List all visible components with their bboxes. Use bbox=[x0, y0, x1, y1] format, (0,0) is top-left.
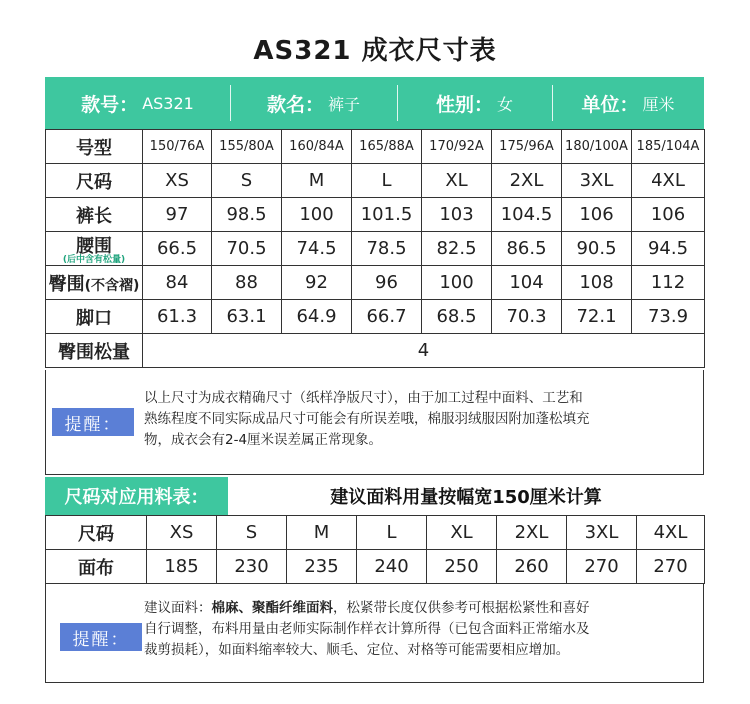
table-cell: 90.5 bbox=[562, 232, 632, 266]
table-cell: 108 bbox=[562, 266, 632, 300]
row-header: 号型 bbox=[46, 130, 143, 164]
table-cell: 96 bbox=[352, 266, 422, 300]
style-number-cell bbox=[45, 77, 230, 129]
style-name-value: 裤子 bbox=[328, 94, 361, 114]
row-header: 尺码 bbox=[46, 164, 143, 198]
model-cell: 155/80A bbox=[212, 130, 282, 164]
table-cell: 235 bbox=[287, 550, 357, 584]
table-cell: 104.5 bbox=[492, 198, 562, 232]
table-cell: 3XL bbox=[567, 516, 637, 550]
table-cell: 92 bbox=[282, 266, 352, 300]
table-cell: 106 bbox=[562, 198, 632, 232]
reminder-line: 物，成衣会有2-4厘米误差属正常现象。 bbox=[144, 432, 383, 448]
table-cell: XL bbox=[422, 164, 492, 198]
row-header: 尺码 bbox=[46, 516, 147, 550]
table-cell: 4XL bbox=[637, 516, 705, 550]
table-cell: S bbox=[212, 164, 282, 198]
model-cell: 185/104A bbox=[632, 130, 705, 164]
row-header bbox=[46, 266, 143, 300]
fabric-reminder-line: 自行调整，布料用量由老师实际制作样衣计算所得（已包含面料正常缩水及 bbox=[144, 621, 590, 637]
fabric-reminder-badge: 提醒： bbox=[60, 623, 142, 651]
fabric-usage-label: 尺码对应用料表： bbox=[45, 477, 228, 515]
table-cell: 250 bbox=[427, 550, 497, 584]
model-cell: 180/100A bbox=[562, 130, 632, 164]
fabric-suggest-suffix: ，松紧带长度仅供参考可根据松紧性和喜好 bbox=[333, 600, 590, 616]
table-cell: 101.5 bbox=[352, 198, 422, 232]
table-cell: 74.5 bbox=[282, 232, 352, 266]
table-cell: 103 bbox=[422, 198, 492, 232]
table-cell: 61.3 bbox=[143, 300, 212, 334]
gender-value: 女 bbox=[497, 94, 514, 114]
table-cell: 106 bbox=[632, 198, 705, 232]
info-header bbox=[45, 77, 704, 129]
table-row bbox=[46, 198, 705, 232]
table-cell: 72.1 bbox=[562, 300, 632, 334]
table-cell: 70.3 bbox=[492, 300, 562, 334]
fabric-suggest-prefix: 建议面料： bbox=[144, 600, 212, 616]
table-cell: 64.9 bbox=[282, 300, 352, 334]
model-cell: 160/84A bbox=[282, 130, 352, 164]
model-cell: 150/76A bbox=[143, 130, 212, 164]
hip-note: (不含褶) bbox=[84, 277, 140, 294]
fabric-suggest-materials: 棉麻、聚酯纤维面料 bbox=[211, 600, 333, 616]
unit-cell bbox=[552, 77, 704, 129]
table-cell: 63.1 bbox=[212, 300, 282, 334]
table-cell: L bbox=[357, 516, 427, 550]
fabric-usage-bar bbox=[45, 477, 704, 515]
row-header: 臀围松量 bbox=[46, 334, 143, 368]
size-chart-table bbox=[45, 129, 705, 368]
gender-label: 性别： bbox=[435, 93, 493, 116]
table-cell: L bbox=[352, 164, 422, 198]
table-cell: 66.5 bbox=[143, 232, 212, 266]
fabric-usage-table bbox=[45, 515, 705, 584]
style-number-value: AS321 bbox=[142, 93, 194, 113]
row-header: 裤长 bbox=[46, 198, 143, 232]
table-row bbox=[46, 334, 705, 368]
gender-cell bbox=[397, 77, 552, 129]
fabric-reminder-line: 裁剪损耗），如面料缩率较大、顺毛、定位、对格等可能需要相应增加。 bbox=[144, 642, 570, 658]
table-cell: 86.5 bbox=[492, 232, 562, 266]
table-cell: XS bbox=[143, 164, 212, 198]
table-cell: 94.5 bbox=[632, 232, 705, 266]
hip-ease-value: 4 bbox=[143, 334, 705, 368]
table-cell: XL bbox=[427, 516, 497, 550]
waist-note: (后中含有松量) bbox=[62, 255, 126, 265]
table-cell: 66.7 bbox=[352, 300, 422, 334]
table-row bbox=[46, 266, 705, 300]
table-cell: 2XL bbox=[497, 516, 567, 550]
waist-label: 腰围 bbox=[76, 236, 112, 257]
table-cell: 4XL bbox=[632, 164, 705, 198]
row-header: 脚口 bbox=[46, 300, 143, 334]
reminder-line: 以上尺寸为成衣精确尺寸（纸样净版尺寸），由于加工过程中面料、工艺和 bbox=[144, 390, 583, 406]
model-cell: 170/92A bbox=[422, 130, 492, 164]
table-row bbox=[46, 130, 705, 164]
table-cell: 185 bbox=[147, 550, 217, 584]
unit-value: 厘米 bbox=[642, 94, 675, 114]
fabric-reminder-box bbox=[45, 583, 704, 683]
table-cell: 70.5 bbox=[212, 232, 282, 266]
table-cell: S bbox=[217, 516, 287, 550]
reminder-line: 熟练程度不同实际成品尺寸可能会有所误差哦，棉服羽绒服因附加蓬松填充 bbox=[144, 411, 590, 427]
table-row bbox=[46, 232, 705, 266]
row-header: 面布 bbox=[46, 550, 147, 584]
table-cell: 240 bbox=[357, 550, 427, 584]
table-cell: XS bbox=[147, 516, 217, 550]
table-cell: 2XL bbox=[492, 164, 562, 198]
model-cell: 165/88A bbox=[352, 130, 422, 164]
table-cell: 100 bbox=[282, 198, 352, 232]
table-cell: 112 bbox=[632, 266, 705, 300]
table-row bbox=[46, 550, 705, 584]
style-name-cell bbox=[230, 77, 397, 129]
page-title: AS321 成衣尺寸表 bbox=[253, 36, 497, 66]
table-cell: 88 bbox=[212, 266, 282, 300]
table-cell: 230 bbox=[217, 550, 287, 584]
table-cell: 100 bbox=[422, 266, 492, 300]
style-name-label: 款名： bbox=[266, 93, 324, 116]
table-row bbox=[46, 164, 705, 198]
table-cell: 68.5 bbox=[422, 300, 492, 334]
model-cell: 175/96A bbox=[492, 130, 562, 164]
unit-label: 单位： bbox=[581, 93, 639, 116]
table-cell: M bbox=[287, 516, 357, 550]
reminder-text bbox=[144, 388, 699, 451]
fabric-reminder-text bbox=[144, 598, 699, 661]
fabric-reminder-line bbox=[144, 598, 699, 619]
reminder-box bbox=[45, 370, 704, 475]
style-number-label: 款号： bbox=[81, 93, 139, 116]
fabric-width-note: 建议面料用量按幅宽150厘米计算 bbox=[330, 487, 602, 508]
reminder-badge: 提醒： bbox=[52, 408, 134, 436]
table-cell: M bbox=[282, 164, 352, 198]
row-header bbox=[46, 232, 143, 266]
table-cell: 270 bbox=[567, 550, 637, 584]
table-cell: 104 bbox=[492, 266, 562, 300]
table-cell: 73.9 bbox=[632, 300, 705, 334]
table-cell: 82.5 bbox=[422, 232, 492, 266]
table-row bbox=[46, 516, 705, 550]
table-cell: 78.5 bbox=[352, 232, 422, 266]
table-cell: 84 bbox=[143, 266, 212, 300]
table-cell: 97 bbox=[143, 198, 212, 232]
table-cell: 98.5 bbox=[212, 198, 282, 232]
hip-label: 臀围 bbox=[48, 273, 85, 295]
table-cell: 270 bbox=[637, 550, 705, 584]
table-cell: 260 bbox=[497, 550, 567, 584]
table-cell: 3XL bbox=[562, 164, 632, 198]
table-row bbox=[46, 300, 705, 334]
